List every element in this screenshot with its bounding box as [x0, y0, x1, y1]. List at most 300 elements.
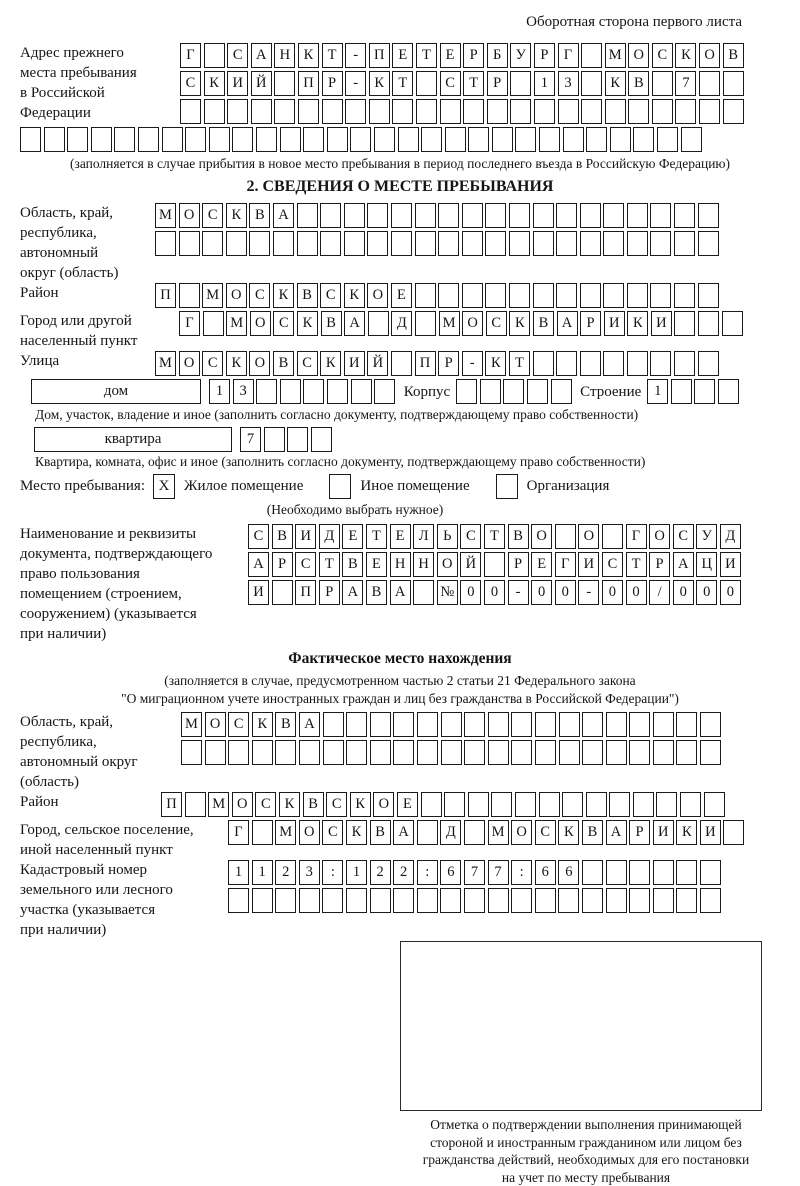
char-box: В [303, 792, 324, 817]
char-box: А [393, 820, 414, 845]
char-box [344, 203, 365, 228]
char-box [627, 351, 648, 376]
house-type-box: дом [31, 379, 201, 404]
char-box: О [179, 351, 200, 376]
char-box: - [345, 71, 366, 96]
char-box: 1 [534, 71, 555, 96]
char-box: Г [180, 43, 201, 68]
char-box [320, 231, 341, 256]
document-block [20, 524, 780, 644]
char-box: Д [391, 311, 412, 336]
char-box: К [297, 311, 318, 336]
char-box: 1 [228, 860, 249, 885]
char-box [462, 283, 483, 308]
apartment-note: Квартира, комната, офис и иное (заполнить согласно документу, подтверждающему право собственности) [35, 453, 780, 471]
char-box: А [557, 311, 578, 336]
char-box: Е [390, 524, 411, 549]
char-box: - [462, 351, 483, 376]
city-label [20, 311, 179, 351]
region-label [20, 203, 155, 283]
char-box [628, 99, 649, 124]
char-box [629, 740, 650, 765]
char-box: В [370, 820, 391, 845]
dwelling-checkbox: X [153, 474, 175, 499]
actual-city-row [228, 820, 747, 845]
char-box: 6 [440, 860, 461, 885]
label-line: автономный округ [20, 752, 181, 772]
char-box [298, 99, 319, 124]
char-box [535, 712, 556, 737]
char-box [722, 311, 743, 336]
char-box: 2 [370, 860, 391, 885]
char-box [226, 231, 247, 256]
char-box [391, 203, 412, 228]
char-box: 1 [252, 860, 273, 885]
prev-address-rows [180, 43, 746, 127]
char-box: № [437, 580, 458, 605]
house-number-cells [209, 379, 398, 404]
street-block [20, 351, 780, 379]
char-box: И [295, 524, 316, 549]
char-box: И [578, 552, 599, 577]
char-box [204, 43, 225, 68]
char-box: С [602, 552, 623, 577]
char-box [674, 231, 695, 256]
char-box [582, 860, 603, 885]
char-box: 1 [346, 860, 367, 885]
char-box [274, 99, 295, 124]
char-box: 0 [720, 580, 741, 605]
char-box: Г [555, 552, 576, 577]
label-line: Кадастровый номер [20, 860, 228, 880]
label-line: документа, подтверждающего [20, 544, 248, 564]
char-box: С [202, 203, 223, 228]
char-box: Й [460, 552, 481, 577]
char-box [444, 792, 465, 817]
char-box: В [582, 820, 603, 845]
label-line: помещением (строением, [20, 584, 248, 604]
char-box: Б [487, 43, 508, 68]
char-box: К [676, 820, 697, 845]
char-box [232, 127, 253, 152]
char-box: 0 [673, 580, 694, 605]
char-box [323, 740, 344, 765]
char-box [468, 127, 489, 152]
char-box: 1 [647, 379, 668, 404]
char-box [511, 740, 532, 765]
char-box [367, 203, 388, 228]
char-box: К [344, 283, 365, 308]
char-box: П [155, 283, 176, 308]
char-box [484, 552, 505, 577]
char-box: С [249, 283, 270, 308]
char-box: Р [508, 552, 529, 577]
char-box [562, 792, 583, 817]
stroenie-cells [647, 379, 741, 404]
char-box: В [275, 712, 296, 737]
char-box: : [322, 860, 343, 885]
char-box [485, 283, 506, 308]
char-box: Й [251, 71, 272, 96]
char-box [464, 888, 485, 913]
apartment-row [20, 427, 780, 452]
apartment-number-cells [240, 427, 334, 452]
char-box: М [155, 351, 176, 376]
section2-title: 2. СВЕДЕНИЯ О МЕСТЕ ПРЕБЫВАНИЯ [20, 178, 780, 196]
street-label: Улица [20, 351, 155, 371]
char-box: В [273, 351, 294, 376]
char-box [582, 740, 603, 765]
char-box [559, 712, 580, 737]
other-premises-checkbox [329, 474, 351, 499]
char-box [558, 888, 579, 913]
char-box [275, 740, 296, 765]
label-line: Адрес прежнего [20, 43, 180, 63]
char-box [421, 127, 442, 152]
char-box: П [369, 43, 390, 68]
char-box: С [652, 43, 673, 68]
char-box: М [208, 792, 229, 817]
char-box [351, 379, 372, 404]
char-box [417, 740, 438, 765]
char-box: 3 [233, 379, 254, 404]
char-box [656, 792, 677, 817]
char-box [586, 792, 607, 817]
char-box [503, 379, 524, 404]
char-box [629, 888, 650, 913]
char-box [251, 99, 272, 124]
char-box [650, 231, 671, 256]
char-box [556, 351, 577, 376]
char-box [369, 99, 390, 124]
korpus-cells [456, 379, 574, 404]
char-box: А [248, 552, 269, 577]
document-row-1 [248, 524, 743, 549]
label-line: Наименование и реквизиты [20, 524, 248, 544]
char-box [556, 203, 577, 228]
char-box [299, 740, 320, 765]
char-box [228, 740, 249, 765]
char-box [671, 379, 692, 404]
char-box [185, 792, 206, 817]
char-box: 7 [675, 71, 696, 96]
char-box: М [605, 43, 626, 68]
char-box [456, 379, 477, 404]
char-box [582, 712, 603, 737]
prev-address-row-2 [180, 71, 746, 96]
char-box [515, 792, 536, 817]
char-box: Т [416, 43, 437, 68]
char-box: - [345, 43, 366, 68]
char-box: О [299, 820, 320, 845]
char-box [556, 283, 577, 308]
label-line: республика, [20, 223, 155, 243]
char-box [676, 860, 697, 885]
char-box: Р [319, 580, 340, 605]
char-box: 0 [531, 580, 552, 605]
char-box [581, 43, 602, 68]
actual-city-label [20, 820, 228, 860]
char-box [398, 127, 419, 152]
char-box [202, 231, 223, 256]
organization-option-label: Организация [527, 478, 610, 495]
char-box [533, 203, 554, 228]
char-box [438, 203, 459, 228]
char-box: К [226, 351, 247, 376]
char-box [605, 99, 626, 124]
label-line: участка (указывается [20, 900, 228, 920]
char-box: Т [626, 552, 647, 577]
char-box [509, 283, 530, 308]
char-box [627, 231, 648, 256]
char-box: М [439, 311, 460, 336]
label-line: право пользования [20, 564, 248, 584]
char-box [633, 792, 654, 817]
document-row-3 [248, 580, 743, 605]
char-box [633, 127, 654, 152]
char-box: В [342, 552, 363, 577]
char-box [445, 127, 466, 152]
char-box: К [350, 792, 371, 817]
char-box: 3 [299, 860, 320, 885]
char-box: В [533, 311, 554, 336]
label-line: автономный [20, 243, 155, 263]
label-line: при наличии) [20, 920, 228, 940]
char-box: : [511, 860, 532, 885]
char-box [676, 888, 697, 913]
char-box [162, 127, 183, 152]
actual-district-block [20, 792, 780, 820]
label-line: при наличии) [20, 624, 248, 644]
char-box [417, 820, 438, 845]
char-box [346, 712, 367, 737]
char-box [416, 71, 437, 96]
stay-type-label: Место пребывания: [20, 478, 145, 495]
char-box [264, 427, 285, 452]
char-box [606, 888, 627, 913]
char-box [650, 283, 671, 308]
char-box: А [251, 43, 272, 68]
char-box: С [228, 712, 249, 737]
char-box [627, 203, 648, 228]
char-box: 2 [393, 860, 414, 885]
char-box [393, 712, 414, 737]
char-box [681, 127, 702, 152]
char-box [256, 127, 277, 152]
char-box: М [202, 283, 223, 308]
char-box [485, 203, 506, 228]
char-box [509, 203, 530, 228]
char-box [370, 740, 391, 765]
char-box: 6 [535, 860, 556, 885]
char-box [539, 127, 560, 152]
char-box [280, 379, 301, 404]
char-box [138, 127, 159, 152]
label-line: Город или другой [20, 311, 179, 331]
char-box: 0 [555, 580, 576, 605]
char-box [303, 127, 324, 152]
char-box: К [320, 351, 341, 376]
char-box: / [649, 580, 670, 605]
char-box: С [273, 311, 294, 336]
char-box: 0 [460, 580, 481, 605]
char-box: С [227, 43, 248, 68]
char-box [581, 99, 602, 124]
char-box [535, 740, 556, 765]
char-box: К [346, 820, 367, 845]
char-box [674, 311, 695, 336]
char-box [676, 740, 697, 765]
char-box [580, 283, 601, 308]
char-box: О [367, 283, 388, 308]
char-box [327, 127, 348, 152]
label-line: Область, край, [20, 712, 181, 732]
char-box: Н [274, 43, 295, 68]
char-box: М [488, 820, 509, 845]
region-row-2 [155, 231, 721, 256]
char-box: О [437, 552, 458, 577]
char-box: Д [720, 524, 741, 549]
city-row [179, 311, 745, 336]
char-box [252, 820, 273, 845]
char-box: 3 [558, 71, 579, 96]
char-box [415, 203, 436, 228]
stamp-note-line: на учет по месту пребывания [372, 1169, 800, 1186]
char-box [67, 127, 88, 152]
char-box [413, 580, 434, 605]
label-line: Город, сельское поселение, [20, 820, 228, 840]
char-box: А [673, 552, 694, 577]
char-box: И [344, 351, 365, 376]
char-box [274, 71, 295, 96]
actual-location-title: Фактическое место нахождения [20, 650, 780, 668]
char-box: А [273, 203, 294, 228]
char-box: В [366, 580, 387, 605]
char-box [252, 740, 273, 765]
char-box: Г [558, 43, 579, 68]
char-box [653, 888, 674, 913]
char-box [487, 99, 508, 124]
label-line: земельного или лесного [20, 880, 228, 900]
confirmation-stamp-box [400, 941, 762, 1111]
char-box [652, 99, 673, 124]
char-box: Р [272, 552, 293, 577]
char-box: У [510, 43, 531, 68]
char-box: 7 [240, 427, 261, 452]
char-box: 7 [488, 860, 509, 885]
cadastral-row-1 [228, 860, 723, 885]
char-box [370, 888, 391, 913]
char-box [657, 127, 678, 152]
char-box [464, 740, 485, 765]
char-box [580, 231, 601, 256]
char-box [511, 712, 532, 737]
char-box: И [651, 311, 672, 336]
char-box [606, 740, 627, 765]
char-box [462, 203, 483, 228]
char-box: С [320, 283, 341, 308]
char-box: Г [228, 820, 249, 845]
char-box: Н [390, 552, 411, 577]
char-box: Т [484, 524, 505, 549]
char-box [468, 792, 489, 817]
char-box: Е [391, 283, 412, 308]
prev-address-row-3 [180, 99, 746, 124]
char-box [256, 379, 277, 404]
char-box: Л [413, 524, 434, 549]
char-box [438, 283, 459, 308]
char-box [629, 712, 650, 737]
char-box [204, 99, 225, 124]
region-rows [155, 203, 721, 259]
char-box [606, 860, 627, 885]
actual-district-label: Район [20, 792, 161, 812]
stay-type-row [20, 474, 780, 499]
char-box: Р [534, 43, 555, 68]
char-box [650, 351, 671, 376]
char-box [698, 231, 719, 256]
char-box: О [205, 712, 226, 737]
char-box [653, 740, 674, 765]
char-box [510, 99, 531, 124]
label-line: сооружением) (указывается [20, 604, 248, 624]
char-box [603, 283, 624, 308]
char-box [228, 888, 249, 913]
char-box: К [485, 351, 506, 376]
char-box [287, 427, 308, 452]
char-box: Т [509, 351, 530, 376]
char-box [603, 203, 624, 228]
char-box [582, 888, 603, 913]
char-box [374, 127, 395, 152]
char-box [209, 127, 230, 152]
char-box [559, 740, 580, 765]
char-box: 0 [602, 580, 623, 605]
char-box [510, 71, 531, 96]
char-box [374, 379, 395, 404]
char-box [415, 231, 436, 256]
char-box [344, 231, 365, 256]
cadastral-label [20, 860, 228, 940]
char-box: С [440, 71, 461, 96]
char-box: О [232, 792, 253, 817]
char-box: О [179, 203, 200, 228]
stamp-note-line: стороной и иностранным гражданином или лицом без [372, 1134, 800, 1152]
district-block [20, 283, 780, 311]
label-line: Федерации [20, 103, 180, 123]
prev-address-label [20, 43, 180, 123]
char-box: С [297, 351, 318, 376]
korpus-label: Корпус [404, 379, 450, 405]
char-box: Д [319, 524, 340, 549]
char-box: 2 [275, 860, 296, 885]
char-box [273, 231, 294, 256]
char-box [698, 283, 719, 308]
char-box [20, 127, 41, 152]
char-box: В [723, 43, 744, 68]
char-box [327, 379, 348, 404]
char-box [322, 888, 343, 913]
label-line: республика, [20, 732, 181, 752]
char-box [694, 379, 715, 404]
char-box: О [699, 43, 720, 68]
char-box [627, 283, 648, 308]
char-box: И [604, 311, 625, 336]
char-box [311, 427, 332, 452]
char-box: С [295, 552, 316, 577]
char-box [551, 379, 572, 404]
char-box [723, 71, 744, 96]
